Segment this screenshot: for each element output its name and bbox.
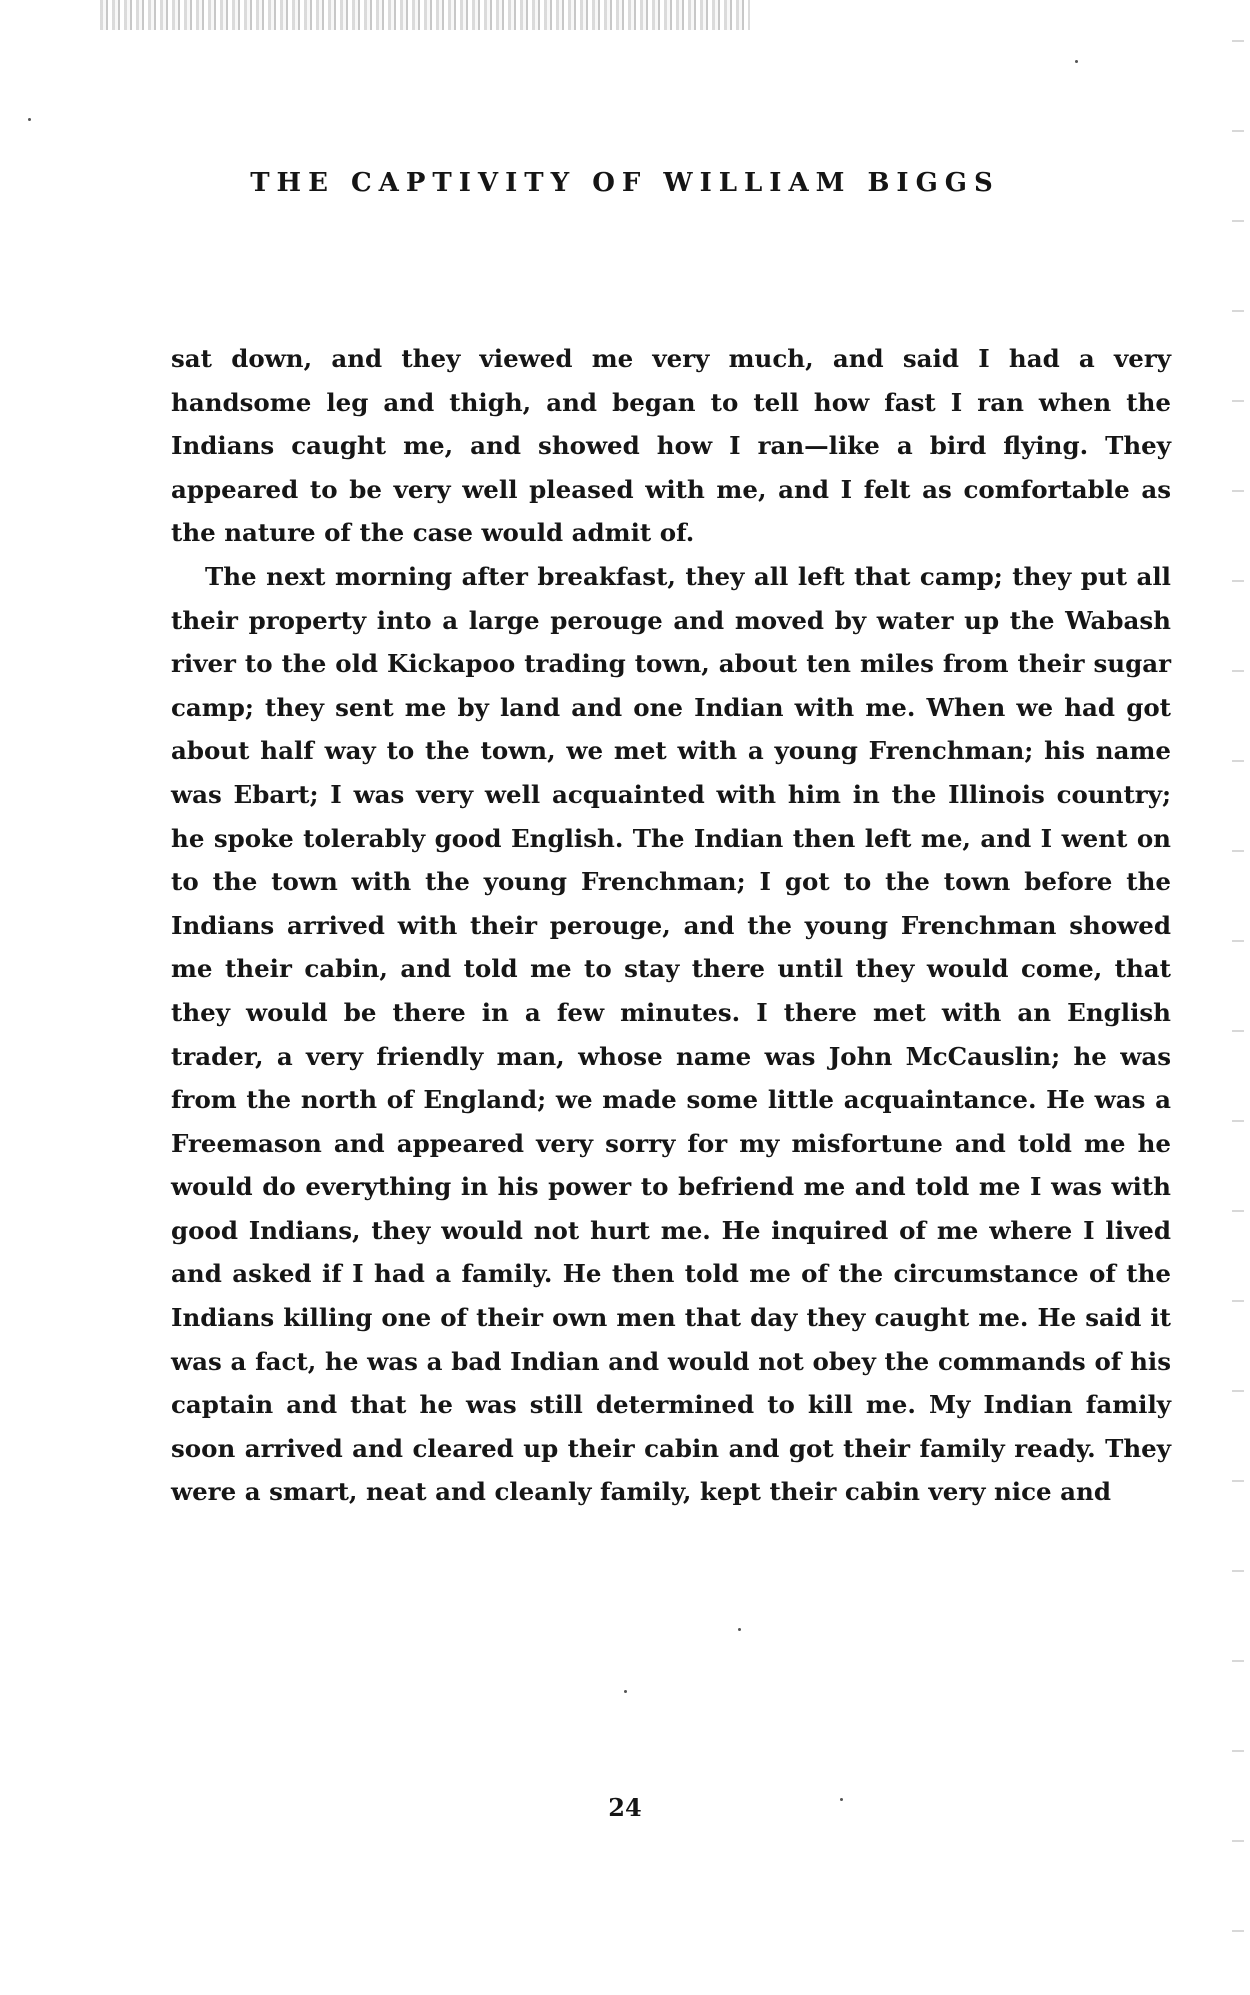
body-text: [171, 337, 1171, 1514]
scan-speck: [738, 1628, 741, 1631]
paragraph: The next morning after breakfast, they all left that camp; they put all their property into a large perouge and moved by water up the Wabash river to the old Kickapoo trading town, about ten miles from their sugar camp; they sent me by land and one Indian with me. When we had got about half way to the town, we met with a young Frenchman; his name was Ebart; I was very well acquainted with him in the Illinois country; he spoke tolerably good English. The Indian then left me, and I went on to the town with the young Frenchman; I got to the town before the Indians arrived with their perouge, and the young Frenchman showed me their cabin, and told me to stay there until they would come, that they would be there in a few minutes. I there met with an English trader, a very friendly man, whose name was John McCauslin; he was from the north of England; we made some little acquaintance. He was a Freemason and appeared very sorry for my misfortune and told me he would do everything in his power to befriend me and told me I was with good Indians, they would not hurt me. He inquired of me where I lived and asked if I had a family. He then told me of the circumstance of the Indians killing one of their own men that day they caught me. He said it was a fact, he was a bad Indian and would not obey the commands of his captain and that he was still determined to kill me. My Indian family soon arrived and cleared up their cabin and got their family ready. They were a smart, neat and cleanly family, kept their cabin very nice and: [171, 561, 1171, 1507]
paragraph-continued: sat down, and they viewed me very much, and said I had a very handsome leg and thigh, and began to tell how fast I ran when the Indians caught me, and showed how I ran—like a bird flying. They appeared to be very well pleased with me, and I felt as comfortable as the nature of the case would admit of.: [171, 344, 1171, 548]
page-number: 24: [608, 1793, 642, 1822]
scan-speck: [28, 118, 31, 121]
scan-noise-top: [100, 0, 750, 30]
scan-edge-right: [1232, 0, 1244, 1995]
scan-speck: [624, 1690, 627, 1693]
running-head: THE CAPTIVITY OF WILLIAM BIGGS: [250, 168, 1000, 198]
scan-speck: [840, 1798, 843, 1801]
scan-speck: [1075, 60, 1078, 63]
